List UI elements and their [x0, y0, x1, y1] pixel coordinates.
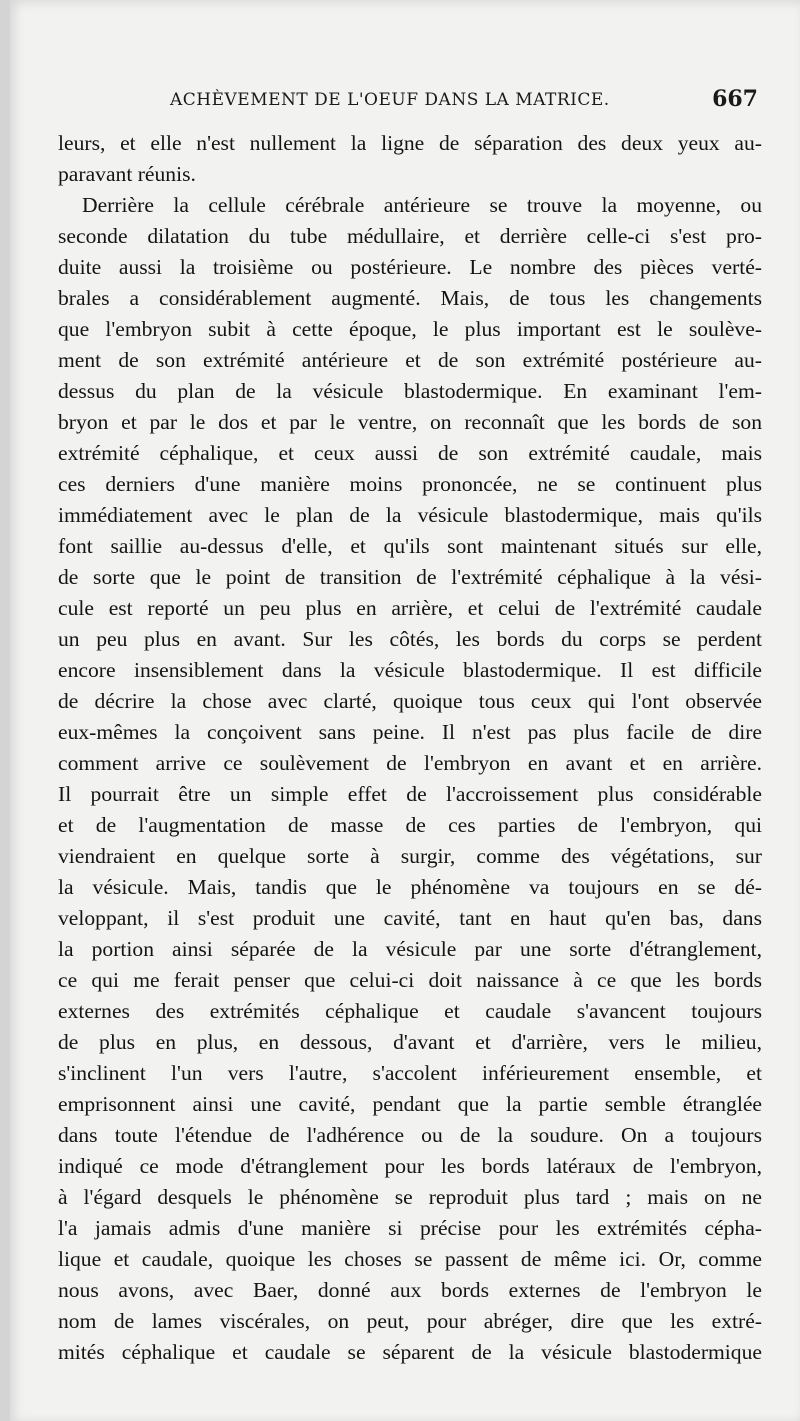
text-line: seconde dilatation du tube médullaire, et derrière celle-ci s'est pro- [58, 224, 762, 248]
text-line: mités céphalique et caudale se séparent de la vésicule blastodermique [58, 1340, 762, 1364]
text-line: Il pourrait être un simple effet de l'accroissement plus considérable [58, 782, 762, 806]
text-line: font saillie au-dessus d'elle, et qu'ils sont maintenant situés sur elle, [58, 534, 762, 558]
text-line: de décrire la chose avec clarté, quoique tous ceux qui l'ont observée [58, 689, 762, 713]
text-line: ment de son extrémité antérieure et de son extrémité postérieure au- [58, 348, 762, 372]
text-line: la vésicule. Mais, tandis que le phénomène va toujours en se dé- [58, 875, 762, 899]
text-line: ce qui me ferait penser que celui-ci doit naissance à ce que les bords [58, 968, 762, 992]
text-line: brales a considérablement augmenté. Mais, de tous les changements [58, 286, 762, 310]
text-line: que l'embryon subit à cette époque, le plus important est le soulève- [58, 317, 762, 341]
text-line: la portion ainsi séparée de la vésicule par une sorte d'étranglement, [58, 937, 762, 961]
text-line: lique et caudale, quoique les choses se passent de même ici. Or, comme [58, 1247, 762, 1271]
text-line: paravant réunis. [58, 162, 196, 186]
text-line: un peu plus en avant. Sur les côtés, les bords du corps se perdent [58, 627, 762, 651]
text-line: l'a jamais admis d'une manière si précise pour les extrémités cépha- [58, 1216, 762, 1240]
text-line: comment arrive ce soulèvement de l'embryon en avant et en arrière. [58, 751, 762, 775]
text-line: nous avons, avec Baer, donné aux bords externes de l'embryon le [58, 1278, 762, 1302]
text-line: s'inclinent l'un vers l'autre, s'accolent inférieurement ensemble, et [58, 1061, 762, 1085]
text-line: Derrière la cellule cérébrale antérieure se trouve la moyenne, ou [82, 193, 762, 217]
text-line: eux-mêmes la conçoivent sans peine. Il n'est pas plus facile de dire [58, 720, 762, 744]
text-line: externes des extrémités céphalique et caudale s'avancent toujours [58, 999, 762, 1023]
page-header [170, 86, 760, 118]
text-line: immédiatement avec le plan de la vésicule blastodermique, mais qu'ils [58, 503, 762, 527]
running-title: ACHÈVEMENT DE L'OEUF DANS LA MATRICE. [170, 90, 610, 110]
text-line: à l'égard desquels le phénomène se reproduit plus tard ; mais on ne [58, 1185, 762, 1209]
book-page [10, 0, 800, 1421]
text-line: de plus en plus, en dessous, d'avant et d'arrière, vers le milieu, [58, 1030, 762, 1054]
text-line: dans toute l'étendue de l'adhérence ou de la soudure. On a toujours [58, 1123, 762, 1147]
page-number: 667 [712, 86, 758, 112]
text-line: indiqué ce mode d'étranglement pour les bords latéraux de l'embryon, [58, 1154, 762, 1178]
text-line: leurs, et elle n'est nullement la ligne de séparation des deux yeux au- [58, 131, 762, 155]
text-line: cule est reporté un peu plus en arrière, et celui de l'extrémité caudale [58, 596, 762, 620]
text-line: de sorte que le point de transition de l'extrémité céphalique à la vési- [58, 565, 762, 589]
text-line: extrémité céphalique, et ceux aussi de son extrémité caudale, mais [58, 441, 762, 465]
text-line: duite aussi la troisième ou postérieure. Le nombre des pièces verté- [58, 255, 762, 279]
text-line: nom de lames viscérales, on peut, pour abréger, dire que les extré- [58, 1309, 762, 1333]
body-text [58, 128, 762, 1368]
text-line: ces derniers d'une manière moins prononcée, ne se continuent plus [58, 472, 762, 496]
text-line: veloppant, il s'est produit une cavité, tant en haut qu'en bas, dans [58, 906, 762, 930]
text-line: et de l'augmentation de masse de ces parties de l'embryon, qui [58, 813, 762, 837]
text-line: dessus du plan de la vésicule blastodermique. En examinant l'em- [58, 379, 762, 403]
text-line: bryon et par le dos et par le ventre, on reconnaît que les bords de son [58, 410, 762, 434]
text-line: viendraient en quelque sorte à surgir, comme des végétations, sur [58, 844, 762, 868]
text-line: encore insensiblement dans la vésicule blastodermique. Il est difficile [58, 658, 762, 682]
text-line: emprisonnent ainsi une cavité, pendant que la partie semble étranglée [58, 1092, 762, 1116]
